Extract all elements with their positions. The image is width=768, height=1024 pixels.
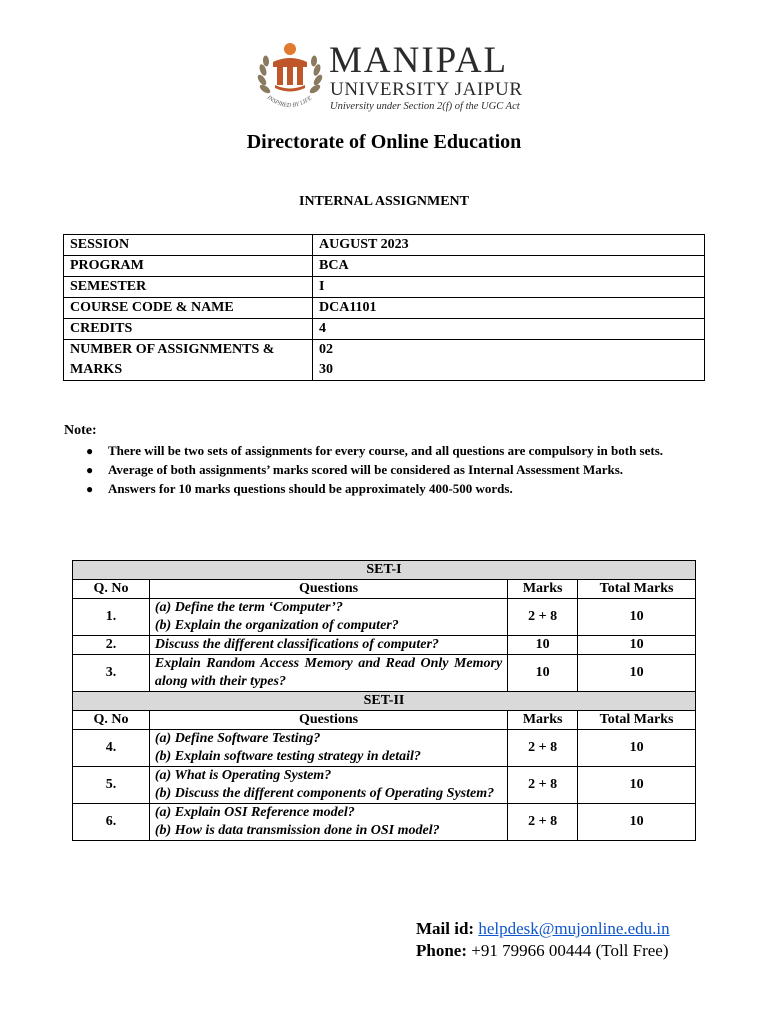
phone-label: Phone:: [416, 941, 467, 960]
info-value: I: [313, 277, 705, 298]
set-title: SET-II: [73, 692, 696, 711]
phone-number: +91 79966 00444 (Toll Free): [471, 941, 669, 960]
question-total: 10: [578, 655, 696, 692]
note-item: ● Answers for 10 marks questions should be approximately 400-500 words.: [86, 481, 513, 496]
question-marks: 2 + 8: [508, 804, 578, 841]
info-value: AUGUST 2023: [313, 235, 705, 256]
info-key: COURSE CODE & NAME: [64, 298, 313, 319]
header-total: Total Marks: [578, 580, 696, 599]
university-logo: [255, 40, 525, 115]
question-text: (a) Define the term ‘Computer’? (b) Explain the organization of computer?: [149, 599, 507, 636]
question-marks: 10: [508, 636, 578, 655]
mail-label: Mail id:: [416, 919, 475, 938]
info-value: BCA: [313, 256, 705, 277]
question-text: (a) Explain OSI Reference model? (b) How is data transmission done in OSI model?: [149, 804, 507, 841]
info-key: [64, 340, 313, 381]
header-qno: Q. No: [73, 580, 150, 599]
brand-name: MANIPAL: [329, 40, 509, 81]
note-item: ● There will be two sets of assignments for every course, and all questions are compulsory in both sets.: [86, 443, 664, 458]
info-key: SEMESTER: [64, 277, 313, 298]
question-number: 6.: [73, 804, 150, 841]
header-total: Total Marks: [578, 711, 696, 730]
note-item: ● Average of both assignments’ marks scored will be considered as Internal Assessment Marks.: [86, 462, 624, 477]
info-row: [64, 235, 705, 256]
table-row: [73, 655, 696, 692]
brand-tagline: University under Section 2(f) of the UGC Act: [330, 101, 520, 112]
manipal-emblem-icon: [255, 40, 325, 112]
mail-link[interactable]: helpdesk@mujonline.edu.in: [478, 919, 670, 938]
header-marks: Marks: [508, 711, 578, 730]
question-text: Explain Random Access Memory and Read Only Memory along with their types?: [149, 655, 507, 692]
question-number: 3.: [73, 655, 150, 692]
question-text: Discuss the different classifications of computer?: [149, 636, 507, 655]
assignment-questions-table: [72, 560, 696, 841]
question-text: (a) What is Operating System? (b) Discuss the different components of Operating System?: [149, 767, 507, 804]
table-row: [73, 767, 696, 804]
info-row: [64, 298, 705, 319]
question-marks: 2 + 8: [508, 730, 578, 767]
question-number: 4.: [73, 730, 150, 767]
bullet-icon: ●: [86, 463, 94, 477]
question-total: 10: [578, 636, 696, 655]
info-row: [64, 277, 705, 298]
question-number: 1.: [73, 599, 150, 636]
question-marks: 10: [508, 655, 578, 692]
svg-text:INSPIRED BY LIFE: INSPIRED BY LIFE: [265, 94, 314, 110]
brand-subtitle: UNIVERSITY JAIPUR: [330, 79, 523, 100]
directorate-title: Directorate of Online Education: [246, 131, 522, 153]
table-row: [73, 804, 696, 841]
question-total: 10: [578, 599, 696, 636]
info-value-line: 30: [319, 362, 333, 377]
info-value: 4: [313, 319, 705, 340]
header-marks: Marks: [508, 580, 578, 599]
info-key: SESSION: [64, 235, 313, 256]
info-row: [64, 256, 705, 277]
bullet-icon: ●: [86, 482, 94, 496]
header-qno: Q. No: [73, 711, 150, 730]
table-header-row: [73, 711, 696, 730]
set-title: SET-I: [73, 561, 696, 580]
table-header-row: [73, 580, 696, 599]
question-total: 10: [578, 767, 696, 804]
question-number: 5.: [73, 767, 150, 804]
question-marks: 2 + 8: [508, 599, 578, 636]
info-key: PROGRAM: [64, 256, 313, 277]
header-questions: Questions: [149, 711, 507, 730]
table-row: [73, 730, 696, 767]
assignment-title: INTERNAL ASSIGNMENT: [299, 194, 469, 209]
info-row: [64, 319, 705, 340]
info-key-line: NUMBER OF ASSIGNMENTS &: [70, 342, 275, 357]
info-key: CREDITS: [64, 319, 313, 340]
note-list: [86, 442, 698, 499]
question-text: (a) Define Software Testing? (b) Explain software testing strategy in detail?: [149, 730, 507, 767]
bullet-icon: ●: [86, 444, 94, 458]
course-info-table: [63, 234, 705, 381]
contact-block: [416, 918, 670, 962]
info-value: [313, 340, 705, 381]
mail-line: [416, 918, 670, 940]
question-total: 10: [578, 804, 696, 841]
table-row: [73, 599, 696, 636]
question-number: 2.: [73, 636, 150, 655]
table-row: [73, 636, 696, 655]
header-questions: Questions: [149, 580, 507, 599]
info-value-line: 02: [319, 342, 333, 357]
question-total: 10: [578, 730, 696, 767]
question-marks: 2 + 8: [508, 767, 578, 804]
info-key-line: MARKS: [70, 362, 123, 377]
phone-line: [416, 940, 670, 962]
info-value: DCA1101: [313, 298, 705, 319]
info-row: [64, 340, 705, 381]
note-label: Note:: [64, 423, 97, 438]
